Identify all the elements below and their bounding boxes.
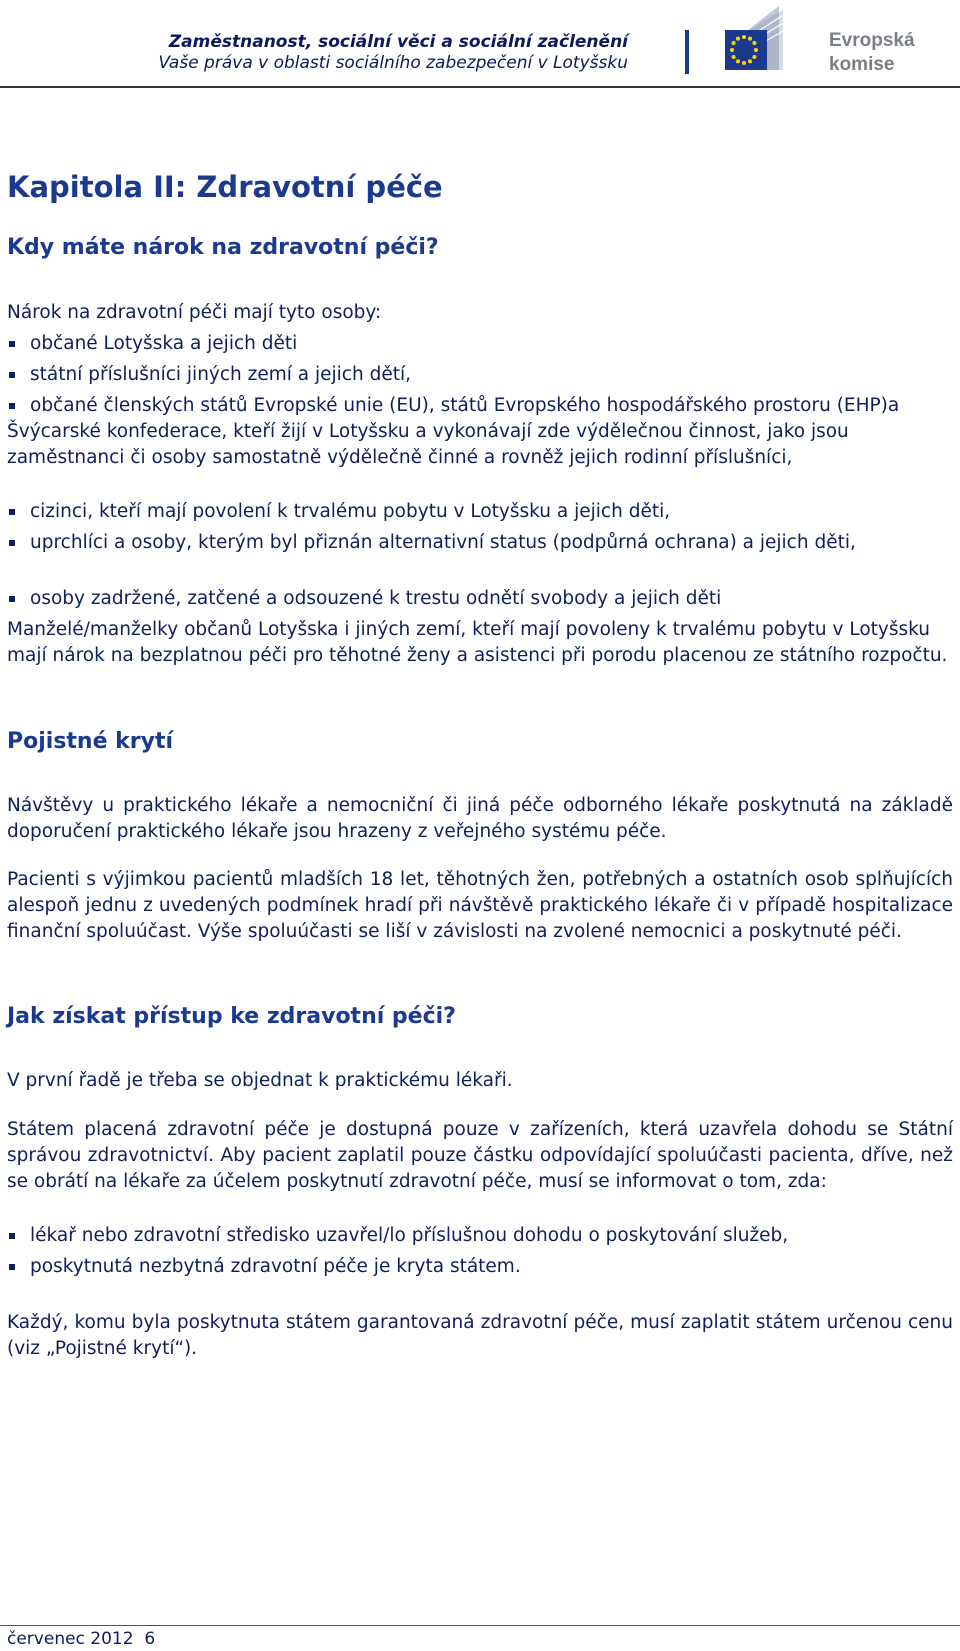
chapter-title: Kapitola II: Zdravotní péče bbox=[7, 170, 443, 204]
bullet-icon bbox=[9, 341, 15, 347]
page-header bbox=[0, 0, 960, 88]
access-heading: Jak získat přístup ke zdravotní péči? bbox=[7, 1004, 456, 1029]
header-divider bbox=[685, 30, 689, 74]
list-item: poskytnutá nezbytná zdravotní péče je kryta státem. bbox=[7, 1254, 953, 1280]
bullet-icon bbox=[9, 1264, 15, 1270]
list-item: státní příslušníci jiných zemí a jejich dětí, bbox=[7, 362, 953, 388]
access-paragraph-2: Státem placená zdravotní péče je dostupná pouze v zařízeních, která uzavřela dohodu se Státní správou zdravotnictví. Aby pacient zaplatil pouze částku odpovídající spoluúčasti pacienta, dříve, než se obrátí na lékaře za účelem poskytnutí zdravotní péče, musí se informovat o tom, zda: bbox=[7, 1119, 953, 1192]
european-commission-logo bbox=[725, 4, 955, 80]
coverage-heading: Pojistné krytí bbox=[7, 729, 174, 754]
footer-rule bbox=[0, 1625, 960, 1626]
page-number: 6 bbox=[144, 1629, 156, 1649]
bullet-icon bbox=[9, 509, 15, 515]
entitlement-intro: Nárok na zdravotní péči mají tyto osoby: bbox=[7, 302, 382, 323]
bullet-icon bbox=[9, 403, 15, 409]
list-item: občané Lotyšska a jejich děti bbox=[7, 331, 953, 357]
footer-date: červenec 2012 bbox=[7, 1629, 134, 1649]
list-item: osoby zadržené, zatčené a odsouzené k trestu odnětí svobody a jejich děti bbox=[7, 586, 953, 612]
bullet-icon bbox=[9, 540, 15, 546]
list-item: uprchlíci a osoby, kterým byl přiznán alternativní status (podpůrná ochrana) a jejich děti, bbox=[7, 530, 953, 556]
list-item: cizinci, kteří mají povolení k trvalému pobytu v Lotyšsku a jejich děti, bbox=[7, 499, 953, 525]
list-item: lékař nebo zdravotní středisko uzavřel/lo příslušnou dohodu o poskytování služeb, bbox=[7, 1223, 953, 1249]
access-paragraph-3: Každý, komu byla poskytnuta státem garantovaná zdravotní péče, musí zaplatit státem určenou cenu (viz „Pojistné krytí“). bbox=[7, 1312, 953, 1359]
logo-line1: Evropská bbox=[829, 30, 915, 51]
access-paragraph-1: V první řadě je třeba se objednat k praktickému lékaři. bbox=[7, 1070, 513, 1091]
bullet-icon bbox=[9, 372, 15, 378]
header-rule bbox=[0, 86, 960, 88]
header-subtitle: Vaše práva v oblasti sociálního zabezpečení v Lotyšsku bbox=[158, 53, 628, 73]
coverage-paragraph-2: Pacienti s výjimkou pacientů mladších 18 let, těhotných žen, potřebných a ostatních osob splňujících alespoň jednu z uvedených podmínek hradí při návštěvě praktického lékaře či v případě hospitalizace finanční spoluúčast. Výše spoluúčasti se liší v závislosti na zvolené nemocnici a poskytnuté péči. bbox=[7, 869, 953, 942]
list-item: občané členských států Evropské unie (EU), států Evropského hospodářského prostoru (EHP)a Švýcarské konfederace, kteří žijí v Lotyšsku a vykonávají zde výdělečnou činnost, jako jsou zaměstnanci či osoby samostatně výdělečně činné a rovněž jejich rodinní příslušníci, bbox=[7, 395, 900, 468]
header-title: Zaměstnanost, sociální věci a sociální začlenění bbox=[168, 32, 628, 52]
logo-line2: komise bbox=[829, 54, 895, 75]
bullet-icon bbox=[9, 596, 15, 602]
entitlement-heading: Kdy máte nárok na zdravotní péči? bbox=[7, 235, 439, 260]
coverage-paragraph-1: Návštěvy u praktického lékaře a nemocniční či jiná péče odborného lékaře poskytnutá na základě doporučení praktického lékaře jsou hrazeny z veřejného systému péče. bbox=[7, 795, 953, 842]
entitlement-closing: Manželé/manželky občanů Lotyšska i jiných zemí, kteří mají povoleny k trvalému pobytu v Lotyšsku mají nárok na bezplatnou péči pro těhotné ženy a asistenci při porodu placenou ze státního rozpočtu. bbox=[7, 619, 948, 666]
bullet-icon bbox=[9, 1233, 15, 1239]
page-footer bbox=[7, 1629, 155, 1649]
